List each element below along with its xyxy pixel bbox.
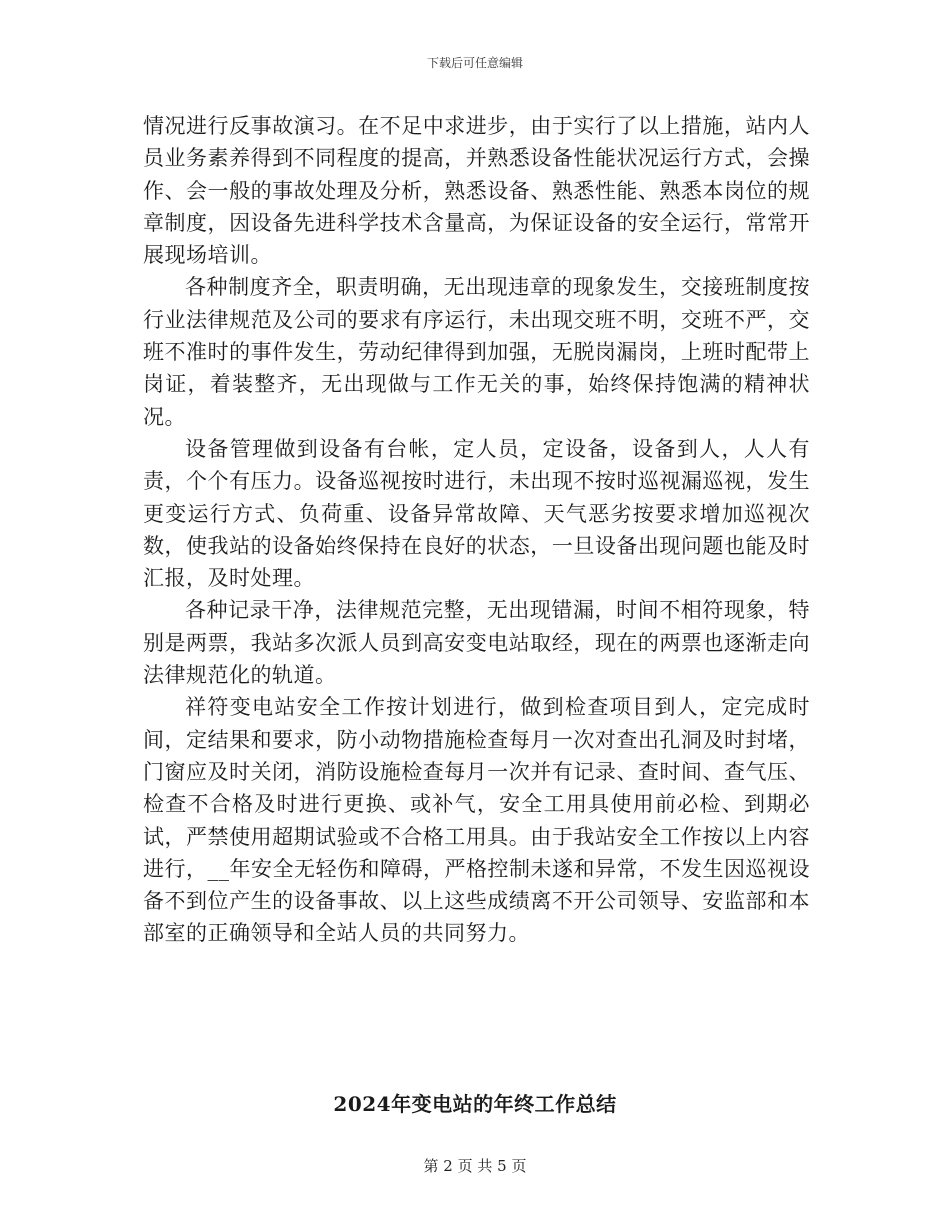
paragraph-3: 设备管理做到设备有台帐，定人员，定设备，设备到人，人人有责，个个有压力。设备巡视按时进行，未出现不按时巡视漏巡视，发生更变运行方式、负荷重、设备异常故障、天气恶劣按要求增加巡视次数，使我站的设备始终保持在良好的状态，一旦设备出现问题也能及时汇报，及时处理。 [143, 436, 810, 591]
document-title: 2024年变电站的年终工作总结 [333, 1092, 617, 1116]
paragraph-1: 情况进行反事故演习。在不足中求进步，由于实行了以上措施，站内人员业务素养得到不同程度的提高，并熟悉设备性能状况运行方式，会操作、会一般的事故处理及分析，熟悉设备、熟悉性能、熟悉本岗位的规章制度，因设备先进科学技术含量高，为保证设备的安全运行，常常开展现场培训。 [143, 114, 810, 268]
paragraph-5: 祥符变电站安全工作按计划进行，做到检查项目到人，定完成时间，定结果和要求，防小动物措施检查每月一次对查出孔洞及时封堵，门窗应及时关闭，消防设施检查每月一次并有记录、查时间、查气压、检查不合格及时进行更换、或补气，安全工用具使用前必检、到期必试，严禁使用超期试验或不合格工用具。由于我站安全工作按以上内容进行，__年安全无轻伤和障碍，严格控制未遂和异常，不发生因巡视设备不到位产生的设备事故、以上这些成绩离不开公司领导、安监部和本部室的正确领导和全站人员的共同努力。 [143, 695, 810, 946]
paragraph-4: 各种记录干净，法律规范完整，无出现错漏，时间不相符现象，特别是两票，我站多次派人员到高安变电站取经，现在的两票也逐渐走向法律规范化的轨道。 [143, 598, 810, 688]
header-note: 下载后可任意编辑 [426, 56, 523, 70]
paragraph-2: 各种制度齐全，职责明确，无出现违章的现象发生，交接班制度按行业法律规范及公司的要求有序运行，未出现交班不明，交班不严，交班不准时的事件发生，劳动纪律得到加强，无脱岗漏岗，上班时配带上岗证，着装整齐，无出现做与工作无关的事，始终保持饱满的精神状况。 [143, 275, 810, 429]
page-footer: 第 2 页 共 5 页 [423, 1157, 527, 1175]
document-body [143, 110, 810, 950]
